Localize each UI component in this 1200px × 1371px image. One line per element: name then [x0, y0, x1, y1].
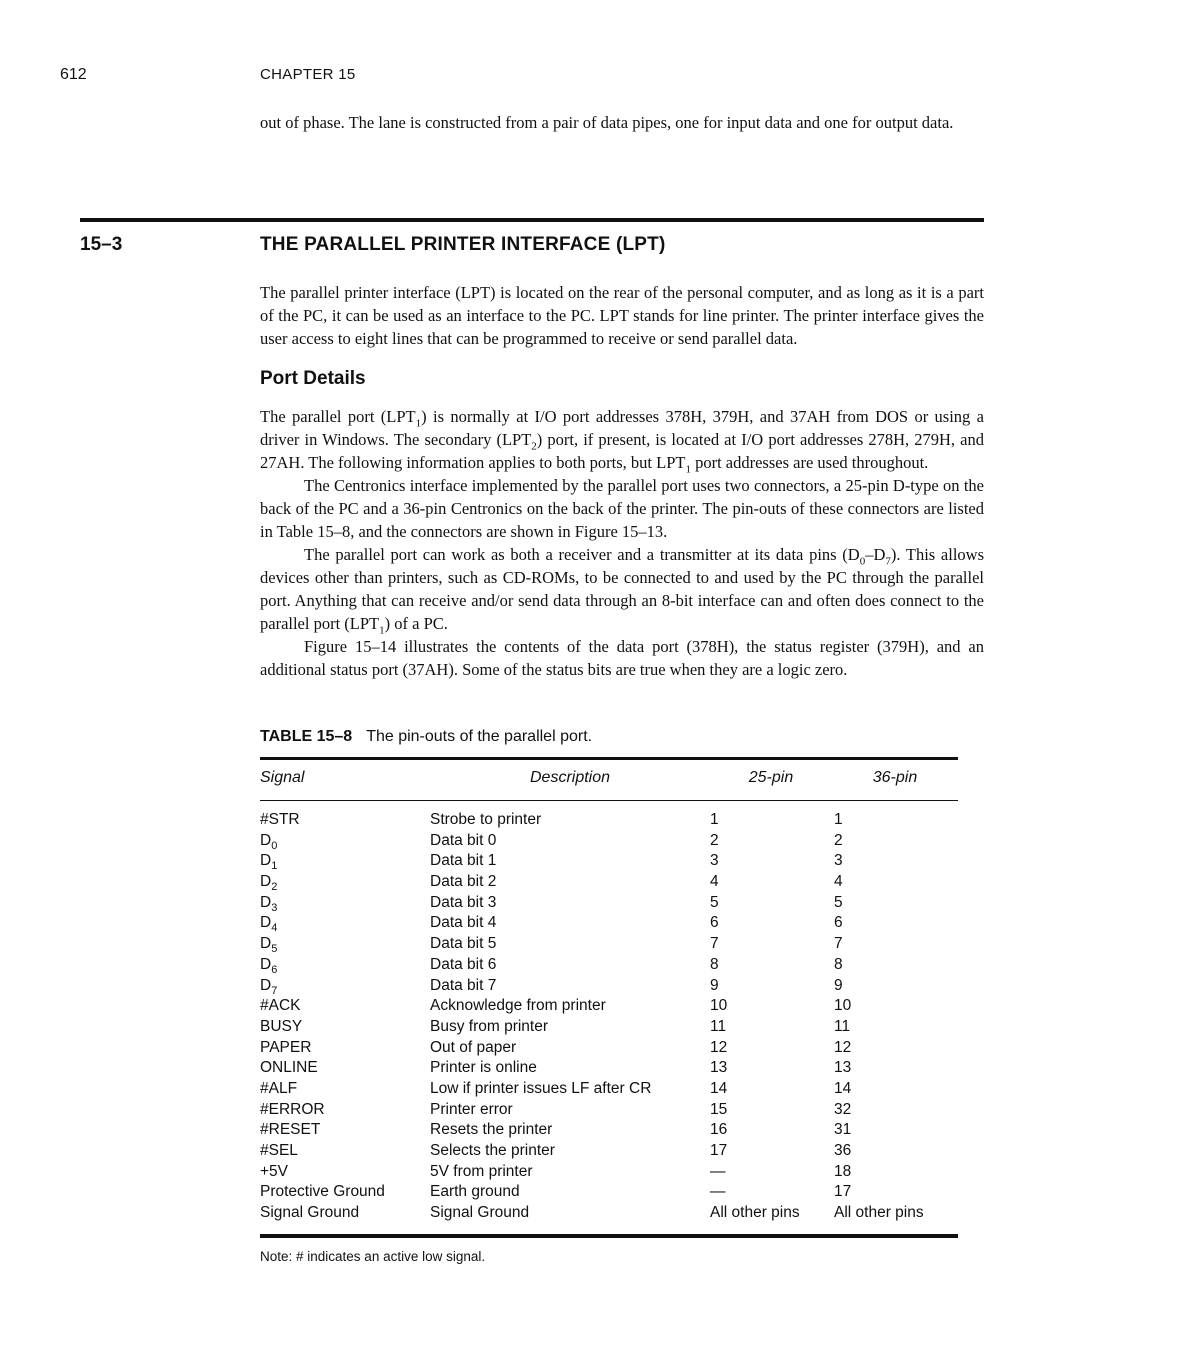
table-row [260, 996, 958, 1017]
cell-description: Selects the printer [430, 1142, 555, 1159]
lpt-intro-paragraph: The parallel printer interface (LPT) is located on the rear of the personal computer, and as long as it is a part of the PC, it can be used as an interface to the PC. LPT stands for line printer. The printer interface gives the user access to eight lines that can be programmed to receive or send parallel data. [260, 283, 984, 348]
cell-signal: $D_0$ [260, 831, 278, 852]
cell-pin25: 7 [710, 935, 719, 953]
section-title: THE PARALLEL PRINTER INTERFACE (LPT) [260, 234, 666, 255]
header-25-pin: 25-pin [748, 769, 794, 786]
header-description: Description [529, 769, 611, 786]
cell-pin25: 13 [710, 1059, 728, 1077]
cell-description: Signal Ground [430, 1204, 530, 1222]
table-body [260, 810, 958, 1224]
header-36-pin: 36-pin [872, 769, 918, 786]
cell-pin36: 11 [834, 1017, 851, 1035]
cell-pin25: 17 [710, 1142, 728, 1159]
cell-signal: Protective Ground [260, 1183, 385, 1201]
port-details-paragraph-2: The Centronics interface implemented by the parallel port uses two connectors, a 25-pin D-type on the back of the PC and a 36-pin Centronics on the back of the printer. The pin-outs of these connectors are listed in Table 15–8, and the connectors are shown in Figure 15–13. [260, 476, 984, 541]
cell-pin36: 8 [834, 955, 843, 973]
cell-signal: $D_3$ [260, 893, 278, 914]
cell-signal: $D_5$ [260, 935, 278, 956]
cell-pin36: 4 [834, 873, 843, 891]
table-row [260, 976, 958, 997]
table-row [260, 1141, 958, 1162]
port-details-body [260, 405, 984, 681]
table-row [260, 1203, 958, 1224]
cell-signal: $D_1$ [260, 852, 278, 873]
port-details-paragraph-4: Figure 15–14 illustrates the contents of the data port (378H), the status register (379H), and an additional status port (37AH). Some of the status bits are true when they are a logic zero. [260, 637, 984, 679]
cell-signal: #ALF [260, 1079, 298, 1097]
cell-pin25: 5 [710, 893, 719, 911]
port-details-paragraph-3: The parallel port can work as both a receiver and a transmitter at its data pins $(D_0-D_7)$. This allows devices other than printers, such as CD-ROMs, to be connected to and used by the PC through the parallel port. Anything that can receive and/or send data through an 8-bit interface can and often does connect to the parallel port $(LPT_1)$ of a PC. [260, 545, 984, 637]
table-bottom-rule [260, 1234, 958, 1238]
cell-pin25: — [710, 1183, 726, 1201]
running-head: CHAPTER 15 [260, 66, 356, 83]
table-row [260, 1162, 958, 1183]
cell-signal: PAPER [260, 1038, 312, 1056]
table-row [260, 831, 958, 852]
cell-description: Data bit 3 [430, 893, 497, 911]
cell-pin25: 14 [710, 1079, 728, 1097]
header-signal: Signal [260, 769, 305, 786]
table-row [260, 1058, 958, 1079]
cell-pin25: 3 [710, 852, 719, 870]
table-caption-text: The pin-outs of the parallel port. [366, 728, 593, 745]
page-number: 612 [60, 66, 87, 83]
cell-signal: Signal Ground [260, 1204, 360, 1222]
table-row [260, 1079, 958, 1100]
cell-pin25: 10 [710, 997, 728, 1015]
table-row [260, 893, 958, 914]
table-row [260, 1038, 958, 1059]
cell-pin25: 1 [710, 811, 719, 828]
port-details-heading: Port Details [260, 368, 366, 389]
cell-pin36: All other pins [834, 1204, 924, 1222]
cell-pin36: 12 [834, 1038, 852, 1056]
cell-signal: ONLINE [260, 1059, 318, 1077]
table-label: TABLE 15–8 [260, 728, 353, 745]
cell-pin36: 3 [834, 852, 843, 870]
cell-description: Data bit 6 [430, 955, 497, 973]
table-row [260, 1100, 958, 1121]
table-row [260, 913, 958, 934]
cell-description: 5V from printer [430, 1162, 533, 1180]
cell-pin36: 36 [834, 1142, 852, 1159]
cell-signal: #RESET [260, 1121, 321, 1139]
cell-description: Strobe to printer [430, 811, 542, 828]
table-row [260, 872, 958, 893]
cell-description: Out of paper [430, 1038, 517, 1056]
cell-pin25: 9 [710, 976, 719, 994]
cell-pin36: 14 [834, 1079, 852, 1097]
cell-pin25: 15 [710, 1100, 728, 1118]
intro-paragraph: out of phase. The lane is constructed from a pair of data pipes, one for input data and one for output data. [260, 113, 954, 132]
table-row [260, 1120, 958, 1141]
cell-description: Data bit 1 [430, 852, 497, 870]
cell-pin36: 32 [834, 1100, 852, 1118]
cell-pin36: 31 [834, 1121, 852, 1139]
cell-pin25: 6 [710, 914, 719, 932]
cell-pin25: All other pins [710, 1204, 800, 1222]
cell-pin36: 18 [834, 1162, 852, 1180]
cell-pin25: — [710, 1162, 726, 1180]
cell-signal: $D_4$ [260, 914, 278, 935]
cell-signal: #ACK [260, 997, 301, 1015]
cell-description: Low if printer issues LF after CR [430, 1079, 652, 1097]
cell-description: Resets the printer [430, 1121, 553, 1139]
cell-description: Earth ground [430, 1183, 520, 1201]
table-row [260, 1182, 958, 1203]
cell-pin36: 6 [834, 914, 843, 932]
cell-description: Data bit 7 [430, 976, 497, 994]
cell-signal: #SEL [260, 1142, 298, 1159]
port-details-paragraph-1: The parallel port $(LPT_1)$ is normally at I/O port addresses 378H, 379H, and 37AH from DOS or using a driver in Windows. The secondary $(LPT_2)$ port, if present, is located at I/O port addresses 278H, 279H, and 27AH. The following information applies to both ports, but $LPT_1$ port addresses are used throughout. [260, 407, 984, 476]
table-top-rule [260, 757, 958, 760]
table-row [260, 934, 958, 955]
cell-pin25: 4 [710, 873, 719, 891]
cell-pin36: 17 [834, 1183, 852, 1201]
cell-signal: $D_2$ [260, 873, 278, 894]
cell-signal: +5V [260, 1162, 289, 1180]
cell-signal: BUSY [260, 1017, 303, 1035]
cell-pin36: 10 [834, 997, 852, 1015]
table-header-rule [260, 800, 958, 801]
cell-pin25: 8 [710, 955, 719, 973]
cell-pin36: 1 [834, 811, 843, 828]
cell-description: Data bit 0 [430, 831, 497, 849]
cell-signal: $D_7$ [260, 976, 278, 997]
cell-signal: #STR [260, 811, 300, 828]
table-row [260, 851, 958, 872]
cell-pin25: 16 [710, 1121, 728, 1139]
cell-pin25: 11 [710, 1017, 727, 1035]
table-caption [260, 728, 592, 746]
cell-description: Data bit 4 [430, 914, 497, 932]
cell-pin36: 5 [834, 893, 843, 911]
cell-description: Data bit 2 [430, 873, 497, 891]
cell-pin25: 2 [710, 831, 719, 849]
section-rule [80, 218, 984, 222]
cell-pin36: 2 [834, 831, 843, 849]
section-number: 15–3 [80, 234, 123, 255]
table-row [260, 955, 958, 976]
table-note: Note: # indicates an active low signal. [260, 1249, 486, 1264]
cell-description: Printer error [430, 1100, 513, 1118]
cell-signal: #ERROR [260, 1100, 325, 1118]
cell-signal: $D_6$ [260, 955, 278, 976]
cell-description: Data bit 5 [430, 935, 497, 953]
table-row [260, 810, 958, 831]
cell-description: Busy from printer [430, 1017, 549, 1035]
cell-pin25: 12 [710, 1038, 728, 1056]
cell-pin36: 7 [834, 935, 843, 953]
cell-pin36: 9 [834, 976, 843, 994]
cell-description: Acknowledge from printer [430, 997, 606, 1015]
cell-pin36: 13 [834, 1059, 852, 1077]
cell-description: Printer is online [430, 1059, 537, 1077]
table-row [260, 1017, 958, 1038]
